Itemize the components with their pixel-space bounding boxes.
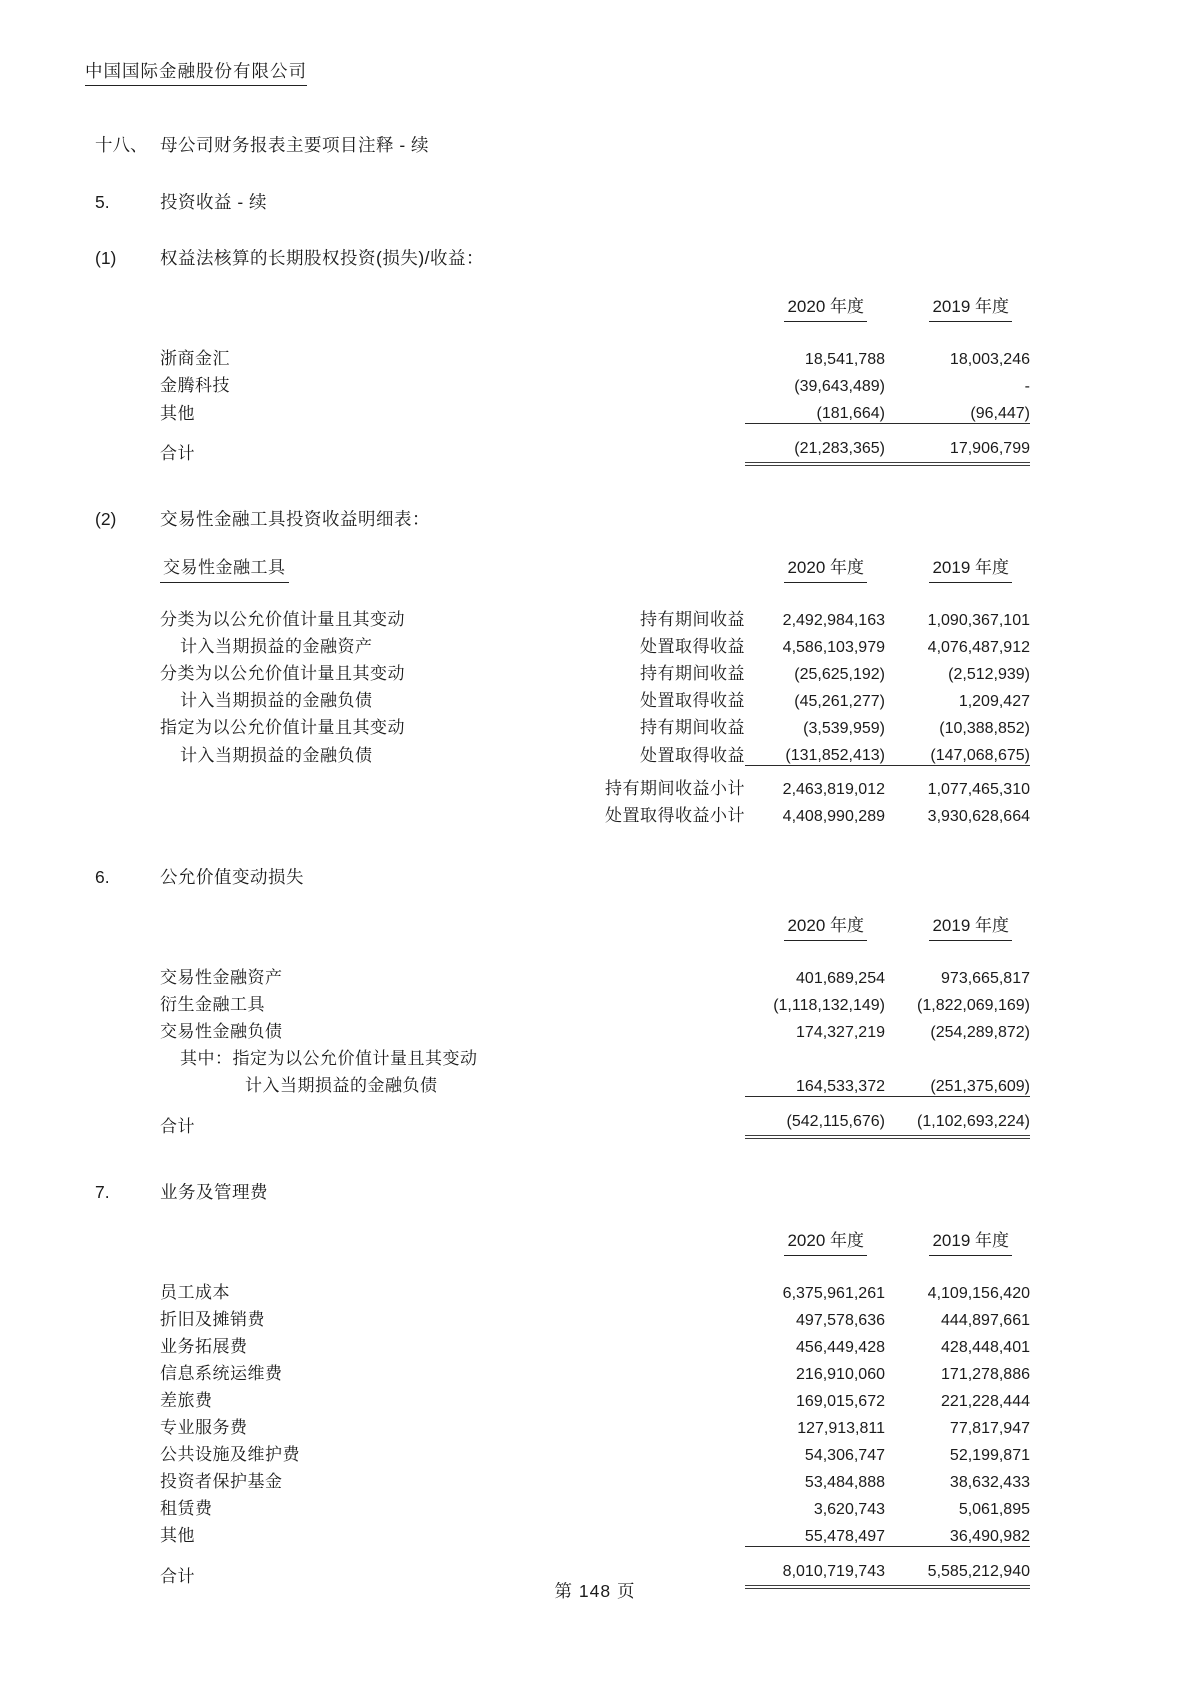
- subtotal-value-2019: 1,077,465,310: [885, 766, 1030, 799]
- value-2020: 6,375,961,261: [782, 1284, 885, 1302]
- value-2020: 4,586,103,979: [782, 639, 885, 656]
- value-2019: -: [1024, 378, 1030, 395]
- total-label: 合计: [160, 1566, 195, 1586]
- column-header-2020-label: 2020 年度: [784, 1226, 867, 1256]
- row-label: 其中：指定为以公允价值计量且其变动: [180, 1048, 478, 1068]
- section-6-title: 公允价值变动损失: [160, 866, 304, 887]
- page-number: 第 148 页: [554, 1581, 636, 1601]
- column-header-row: [160, 286, 1030, 322]
- equity-method-investment-table: [160, 286, 1030, 466]
- value-2020: 169,015,672: [796, 1392, 885, 1410]
- table-row: [160, 1465, 1030, 1492]
- table-row: [160, 630, 1030, 657]
- column-header-2020: [745, 1220, 885, 1256]
- value-2019: 77,817,947: [949, 1419, 1030, 1437]
- section-7-title: 业务及管理费: [160, 1181, 268, 1202]
- value-2019: (147,068,675): [930, 747, 1030, 764]
- value-2020: 401,689,254: [796, 969, 885, 987]
- value-2019: 428,448,401: [941, 1338, 1030, 1356]
- income-type-label: 处置取得收益: [640, 637, 745, 656]
- trading-instruments-income-table: [160, 547, 1030, 826]
- empty-header-cell: [160, 1220, 745, 1256]
- table-row: [160, 711, 1030, 738]
- row-label: 金腾科技: [160, 376, 230, 395]
- table-row: [160, 684, 1030, 711]
- row-label: 分类为以公允价值计量且其变动: [160, 610, 405, 629]
- row-label: 分类为以公允价值计量且其变动: [160, 664, 405, 683]
- value-2020: (3,539,959): [803, 720, 885, 737]
- row-label: 投资者保护基金: [160, 1471, 283, 1491]
- total-row: [160, 424, 1030, 465]
- section-7-heading: [85, 1179, 1190, 1204]
- section-5-title: 投资收益 - 续: [160, 192, 268, 212]
- value-2020: 216,910,060: [796, 1365, 885, 1383]
- value-2020: 497,578,636: [796, 1311, 885, 1329]
- value-2020: 2,492,984,163: [782, 612, 885, 629]
- value-2020: 456,449,428: [796, 1338, 885, 1356]
- income-type-label: 持有期间收益: [640, 664, 745, 683]
- column-header-2019-label: 2019 年度: [929, 292, 1012, 322]
- subtotal-label: 持有期间收益小计: [605, 778, 745, 798]
- row-label: 公共设施及维护费: [160, 1444, 300, 1464]
- row-label: 计入当期损益的金融负债: [180, 691, 373, 710]
- column-header-2019: [885, 905, 1030, 941]
- value-2019: 38,632,433: [949, 1473, 1030, 1491]
- total-label: 合计: [160, 1116, 195, 1136]
- subtotal-value-2020: 2,463,819,012: [745, 766, 885, 799]
- table-row: [160, 396, 1030, 424]
- table-row: [160, 1015, 1030, 1042]
- value-2020: (131,852,413): [785, 747, 885, 764]
- row-label: 指定为以公允价值计量且其变动: [160, 718, 405, 737]
- row-label: 计入当期损益的金融资产: [180, 637, 373, 656]
- section-5-2-number: (2): [95, 509, 117, 529]
- value-2019: 171,278,886: [941, 1365, 1030, 1383]
- value-2020: (45,261,277): [794, 693, 885, 710]
- value-2020: 55,478,497: [804, 1527, 885, 1545]
- total-value-2020: (542,115,676): [745, 1096, 885, 1137]
- subtotal-value-2019: 3,930,628,664: [927, 807, 1030, 825]
- section-6-number: 6.: [95, 866, 110, 887]
- value-2019: 18,003,246: [949, 351, 1030, 368]
- empty-header-cell: [160, 905, 745, 941]
- row-label: 交易性金融资产: [160, 967, 283, 987]
- value-2020: 3,620,743: [813, 1500, 885, 1518]
- section-5-1-heading: [85, 245, 1190, 270]
- column-header-2020-label: 2020 年度: [784, 292, 867, 322]
- income-type-label: 处置取得收益: [640, 691, 745, 710]
- value-2019: 444,897,661: [941, 1311, 1030, 1329]
- section-5-2-heading: [85, 506, 1190, 531]
- value-2019: (251,375,609): [930, 1077, 1030, 1095]
- value-2019: [885, 1042, 1030, 1069]
- table-row: [160, 1411, 1030, 1438]
- row-label: 折旧及摊销费: [160, 1309, 265, 1329]
- value-2019: (10,388,852): [939, 720, 1030, 737]
- empty-header-cell: [160, 286, 745, 322]
- income-type-label: 持有期间收益: [640, 610, 745, 629]
- table-row: [160, 988, 1030, 1015]
- value-2020: 127,913,811: [797, 1419, 885, 1437]
- table-row: [160, 738, 1030, 766]
- value-2020: 164,533,372: [796, 1077, 885, 1095]
- column-header-2019: [885, 547, 1030, 583]
- value-2020: (181,664): [816, 405, 885, 422]
- value-2020: [745, 1042, 885, 1069]
- table-row: [160, 583, 1030, 630]
- value-2019: 1,209,427: [958, 693, 1030, 710]
- column-header-row: [160, 547, 1030, 583]
- section-18-number: 十八、: [95, 135, 148, 155]
- column-header-2019: [885, 286, 1030, 322]
- income-type-label: 处置取得收益: [640, 745, 745, 765]
- table-row: [160, 1384, 1030, 1411]
- row-label: 差旅费: [160, 1390, 213, 1410]
- row-label: 专业服务费: [160, 1417, 248, 1437]
- column-header-2020-label: 2020 年度: [784, 553, 867, 583]
- column-header-row: [160, 1220, 1030, 1256]
- column-header-2020: [745, 547, 885, 583]
- table-label-cell: [160, 547, 560, 583]
- value-2019: 973,665,817: [941, 969, 1030, 987]
- empty-cell: [160, 766, 560, 799]
- table-row: [160, 322, 1030, 369]
- section-18-title: 母公司财务报表主要项目注释 - 续: [160, 135, 430, 155]
- section-5-1-title: 权益法核算的长期股权投资(损失)/收益：: [160, 248, 485, 268]
- table-row: [160, 1069, 1030, 1097]
- value-2019: 1,090,367,101: [927, 612, 1030, 629]
- empty-header-cell: [560, 547, 745, 583]
- table-row: [160, 369, 1030, 396]
- subtotal-row: [160, 766, 1030, 799]
- table-row: [160, 1492, 1030, 1519]
- row-label: 计入当期损益的金融负债: [245, 1076, 438, 1095]
- table-row: [160, 657, 1030, 684]
- table-row: [160, 1438, 1030, 1465]
- section-5-number: 5.: [95, 192, 110, 212]
- column-header-2019-label: 2019 年度: [929, 1226, 1012, 1256]
- section-7-number: 7.: [95, 1181, 110, 1202]
- value-2020: 174,327,219: [796, 1023, 885, 1041]
- column-header-2020-label: 2020 年度: [784, 911, 867, 941]
- income-type-label: 持有期间收益: [640, 718, 745, 737]
- table-row: [160, 941, 1030, 988]
- value-2019: 36,490,982: [949, 1527, 1030, 1545]
- table-row: [160, 1303, 1030, 1330]
- total-label: 合计: [160, 444, 195, 463]
- total-value-2020: (21,283,365): [745, 424, 885, 465]
- value-2020: (25,625,192): [794, 666, 885, 683]
- value-2020: 53,484,888: [804, 1473, 885, 1491]
- total-value-2019: 17,906,799: [885, 424, 1030, 465]
- value-2019: 4,076,487,912: [927, 639, 1030, 656]
- row-label: 员工成本: [160, 1282, 230, 1302]
- table-row: [160, 1519, 1030, 1547]
- row-label: 信息系统运维费: [160, 1363, 283, 1383]
- value-2019: 52,199,871: [949, 1446, 1030, 1464]
- row-label: 交易性金融负债: [160, 1021, 283, 1041]
- table-row: [160, 1330, 1030, 1357]
- row-label: 业务拓展费: [160, 1336, 248, 1356]
- row-label: 其他: [160, 403, 195, 423]
- value-2019: 221,228,444: [941, 1392, 1030, 1410]
- value-2019: (2,512,939): [948, 666, 1030, 683]
- column-header-2019-label: 2019 年度: [929, 911, 1012, 941]
- row-label: 其他: [160, 1526, 195, 1545]
- total-value-2020: 8,010,719,743: [745, 1546, 885, 1587]
- value-2019: 4,109,156,420: [927, 1284, 1030, 1302]
- total-value-2019: (1,102,693,224): [885, 1096, 1030, 1137]
- value-2019: (254,289,872): [930, 1023, 1030, 1041]
- section-18-heading: [85, 132, 1190, 157]
- subtotal-label: 处置取得收益小计: [605, 805, 745, 825]
- row-label: 计入当期损益的金融负债: [180, 745, 373, 765]
- total-row: [160, 1096, 1030, 1137]
- fair-value-change-table: [160, 905, 1030, 1139]
- table-row: [160, 1357, 1030, 1384]
- value-2020: 54,306,747: [804, 1446, 885, 1464]
- column-header-2020: [745, 905, 885, 941]
- value-2020: (1,118,132,149): [773, 996, 885, 1014]
- row-label: 衍生金融工具: [160, 994, 265, 1014]
- section-5-heading: [85, 189, 1190, 214]
- section-5-1-number: (1): [95, 248, 117, 268]
- subtotal-value-2020: 4,408,990,289: [782, 807, 885, 825]
- row-label: 浙商金汇: [160, 349, 230, 368]
- value-2020: (39,643,489): [794, 378, 885, 395]
- table-label: 交易性金融工具: [160, 553, 289, 583]
- section-6-heading: [85, 864, 1190, 889]
- company-name: 中国国际金融股份有限公司: [85, 58, 307, 86]
- column-header-2019: [885, 1220, 1030, 1256]
- empty-cell: [160, 799, 560, 826]
- total-value-2019: 5,585,212,940: [885, 1546, 1030, 1587]
- column-header-2019-label: 2019 年度: [929, 553, 1012, 583]
- value-2019: (1,822,069,169): [917, 996, 1030, 1014]
- column-header-row: [160, 905, 1030, 941]
- table-row: [160, 1256, 1030, 1303]
- column-header-2020: [745, 286, 885, 322]
- row-label: 租赁费: [160, 1498, 213, 1518]
- table-row: [160, 1042, 1030, 1069]
- section-5-2-title: 交易性金融工具投资收益明细表：: [160, 509, 430, 529]
- value-2019: 5,061,895: [958, 1500, 1030, 1518]
- subtotal-row: [160, 799, 1030, 826]
- operating-admin-expenses-table: [160, 1220, 1030, 1589]
- value-2020: 18,541,788: [804, 351, 885, 368]
- value-2019: (96,447): [970, 405, 1030, 422]
